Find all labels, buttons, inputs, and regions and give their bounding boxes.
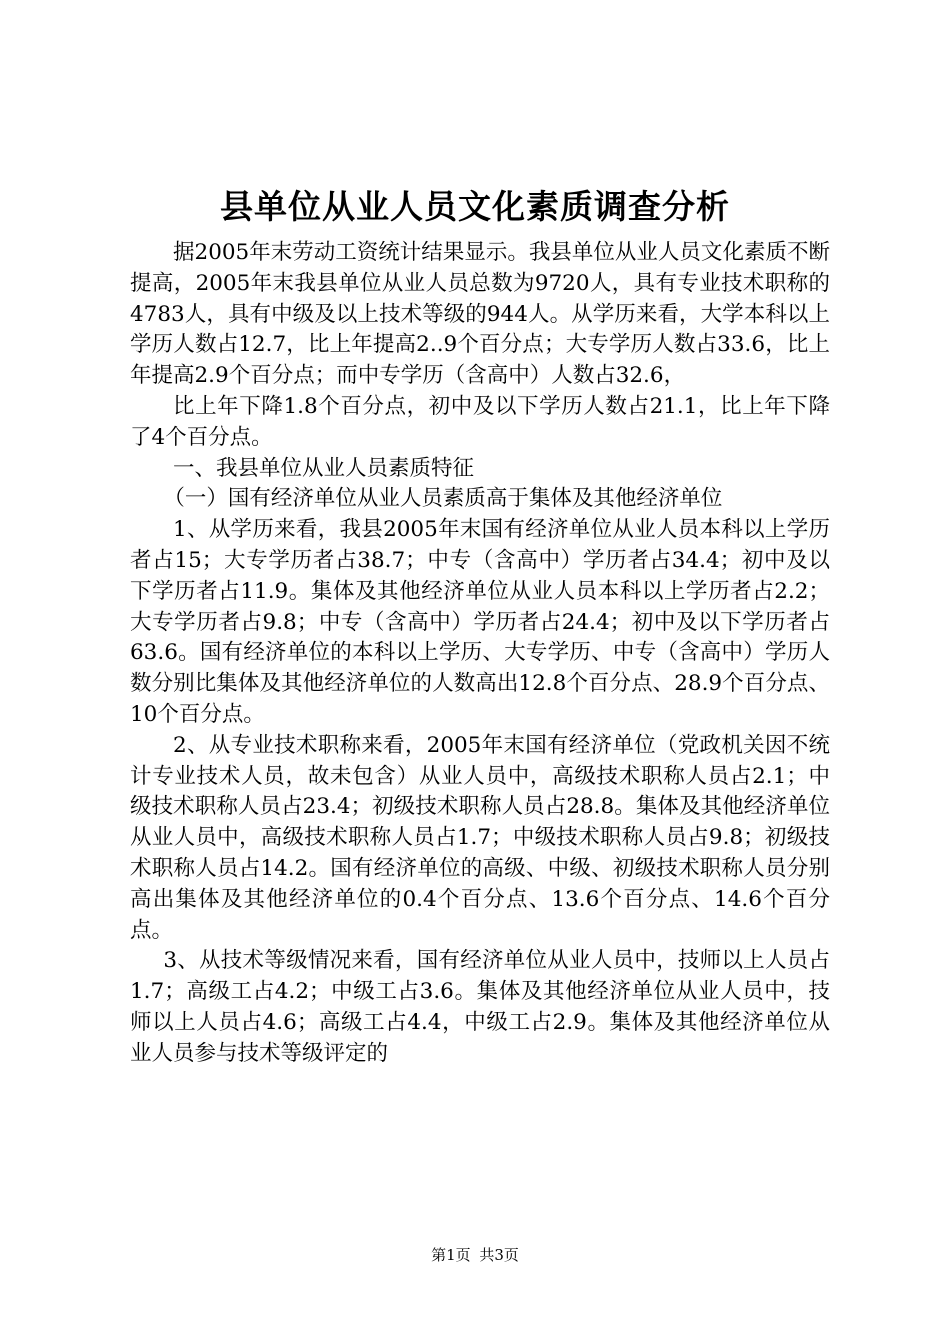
paragraph-education: 1、从学历来看，我县2005年末国有经济单位从业人员本科以上学历者占15；大专学历者占38.7；中专（含高中）学历者占34.4；初中及以下学历者占11.9。集体及其他经济单位从业人员本科以上学历者占2.2；大专学历者占9.8；中专（含高中）学历者占24.4；初中及以下学历者占63.6。国有经济单位的本科以上学历、大专学历、中专（含高中）学历人数分别比集体及其他经济单位的人数高出12.8个百分点、28.9个百分点、10个百分点。 bbox=[130, 517, 830, 727]
paragraph-intro: 据2005年末劳动工资统计结果显示。我县单位从业人员文化素质不断提高，2005年末我县单位从业人员总数为9720人，具有专业技术职称的4783人，具有中级及以上技术等级的944人。从学历来看，大学本科以上学历人数占12.7，比上年提高2..9个百分点；大专学历人数占33.6，比上年提高2.9个百分点；而中专学历（含高中）人数占32.6， bbox=[130, 240, 830, 389]
document-body bbox=[130, 238, 830, 1070]
subsection-heading-1: （一）国有经济单位从业人员素质高于集体及其他经济单位 bbox=[163, 486, 723, 512]
paragraph-intro-continued: 比上年下降1.8个百分点，初中及以下学历人数占21.1，比上年下降了4个百分点。 bbox=[130, 393, 830, 450]
page-total: 共3页 bbox=[479, 1246, 519, 1264]
section-heading-1: 一、我县单位从业人员素质特征 bbox=[173, 455, 475, 481]
paragraph-technical-grade: 3、从技术等级情况来看，国有经济单位从业人员中，技师以上人员占1.7；高级工占4.2；中级工占3.6。集体及其他经济单位从业人员中，技师以上人员占4.6；高级工占4.4，中级工占2.9。集体及其他经济单位从业人员参与技术等级评定的 bbox=[130, 948, 830, 1066]
document-title: 县单位从业人员文化素质调查分析 bbox=[220, 187, 730, 226]
page-number: 第1页 bbox=[431, 1246, 471, 1264]
paragraph-technical-title: 2、从专业技术职称来看，2005年末国有经济单位（党政机关因不统计专业技术人员，故未包含）从业人员中，高级技术职称人员占2.1；中级技术职称人员占23.4；初级技术职称人员占28.8。集体及其他经济单位从业人员中，高级技术职称人员占1.7；中级技术职称人员占9.8；初级技术职称人员占14.2。国有经济单位的高级、中级、初级技术职称人员分别高出集体及其他经济单位的0.4个百分点、13.6个百分点、14.6个百分点。 bbox=[130, 732, 830, 943]
page-footer bbox=[0, 1244, 950, 1265]
